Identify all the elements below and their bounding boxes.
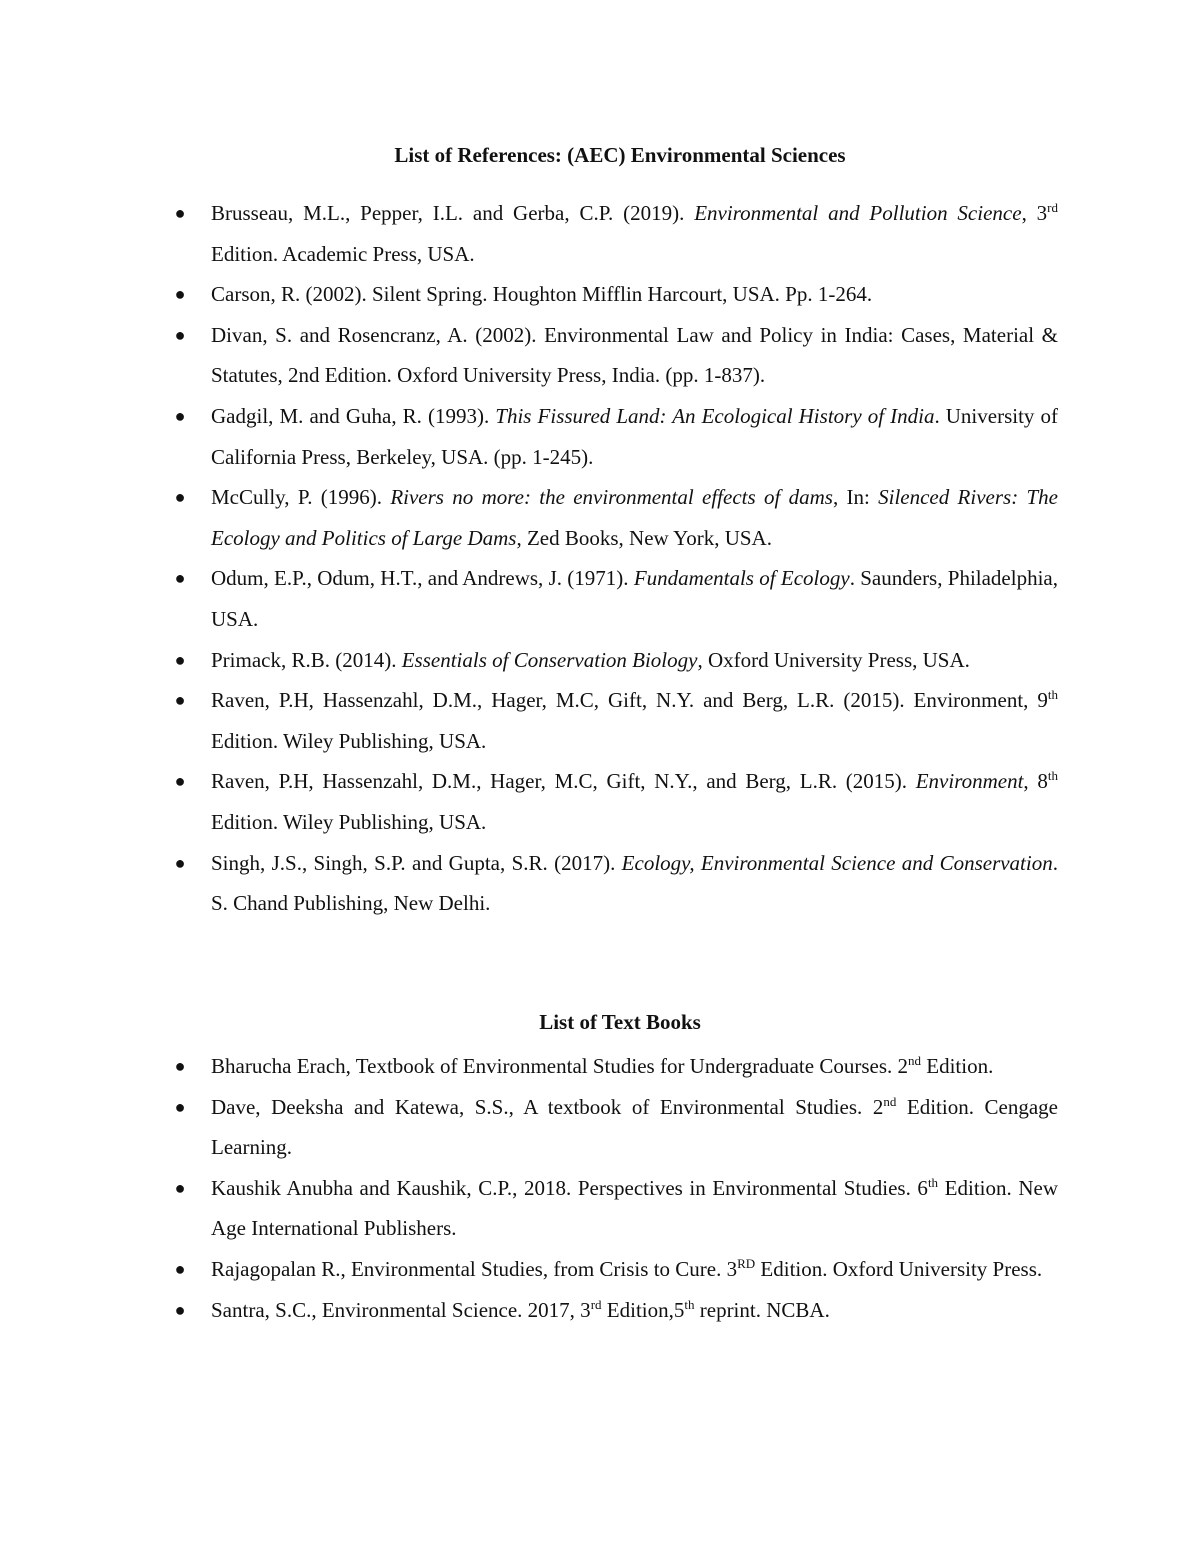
reference-item: ● Raven, P.H, Hassenzahl, D.M., Hager, M.C, Gift, N.Y., and Berg, L.R. (2015). Environment, 8th Edition. Wiley Publishing, USA. [211,761,1058,842]
textbooks-list [174,1046,1058,1330]
bullet-icon: ● [174,487,186,508]
reference-item: ● Primack, R.B. (2014). Essentials of Conservation Biology, Oxford University Press, USA. [211,640,1058,681]
reference-item: ● Gadgil, M. and Guha, R. (1993). This Fissured Land: An Ecological History of India. University of California Press, Berkeley, USA. (pp. 1-245). [211,396,1058,477]
bullet-icon: ● [174,1177,186,1198]
reference-item: ● Carson, R. (2002). Silent Spring. Houghton Mifflin Harcourt, USA. Pp. 1-264. [211,274,1058,315]
bullet-icon: ● [174,1096,186,1117]
references-heading: List of References: (AEC) Environmental Sciences [394,143,846,167]
reference-item: ● Brusseau, M.L., Pepper, I.L. and Gerba, C.P. (2019). Environmental and Pollution Science, 3rd Edition. Academic Press, USA. [211,193,1058,274]
textbook-item: ● Rajagopalan R., Environmental Studies, from Crisis to Cure. 3RD Edition. Oxford University Press. [211,1249,1058,1290]
bullet-icon: ● [174,203,186,223]
bullet-icon: ● [174,852,186,873]
bullet-icon: ● [174,405,186,426]
references-list [174,193,1059,924]
bullet-icon: ● [174,324,186,345]
textbooks-heading: List of Text Books [539,1010,701,1034]
textbook-item: ● Santra, S.C., Environmental Science. 2017, 3rd Edition,5th reprint. NCBA. [211,1290,1058,1331]
reference-item: ● Raven, P.H, Hassenzahl, D.M., Hager, M.C, Gift, N.Y. and Berg, L.R. (2015). Environment, 9th Edition. Wiley Publishing, USA. [211,680,1058,761]
textbook-item: ● Kaushik Anubha and Kaushik, C.P., 2018. Perspectives in Environmental Studies. 6th Edition. New Age International Publishers. [211,1168,1058,1249]
reference-item: ● Odum, E.P., Odum, H.T., and Andrews, J. (1971). Fundamentals of Ecology. Saunders, Philadelphia, USA. [211,558,1058,639]
reference-item: ● Singh, J.S., Singh, S.P. and Gupta, S.R. (2017). Ecology, Environmental Science and Conservation. S. Chand Publishing, New Delhi. [211,843,1058,924]
textbook-item: ● Bharucha Erach, Textbook of Environmental Studies for Undergraduate Courses. 2nd Edition. [211,1046,1058,1087]
textbook-item: ● Dave, Deeksha and Katewa, S.S., A textbook of Environmental Studies. 2nd Edition. Cengage Learning. [211,1087,1058,1168]
bullet-icon: ● [174,1258,186,1279]
bullet-icon: ● [174,649,186,670]
bullet-icon: ● [174,568,186,589]
bullet-icon: ● [174,284,186,305]
bullet-icon: ● [174,1299,186,1320]
reference-item: ● McCully, P. (1996). Rivers no more: the environmental effects of dams, In: Silenced Rivers: The Ecology and Politics of Large Dams, Zed Books, New York, USA. [211,477,1058,558]
bullet-icon: ● [174,690,186,711]
bullet-icon: ● [174,771,186,792]
bullet-icon: ● [174,1056,186,1076]
reference-item: ● Divan, S. and Rosencranz, A. (2002). Environmental Law and Policy in India: Cases, Material & Statutes, 2nd Edition. Oxford University Press, India. (pp. 1-837). [211,315,1058,396]
